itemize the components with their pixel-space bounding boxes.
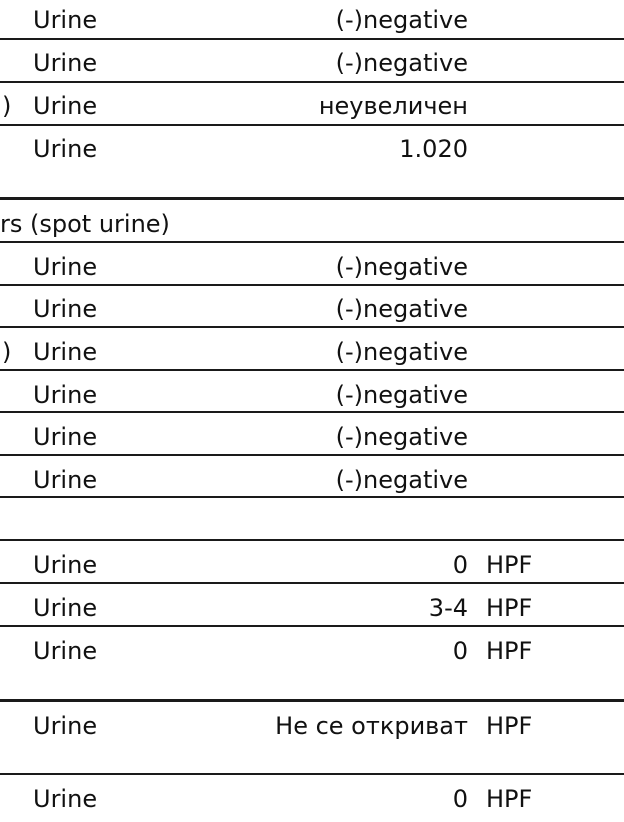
table-row <box>0 779 624 822</box>
row-divider <box>0 625 624 627</box>
table-row <box>0 43 624 86</box>
row-divider <box>0 124 624 126</box>
specimen-cell: Urine <box>33 785 98 813</box>
unit-cell: HPF <box>486 785 533 813</box>
specimen-cell: Urine <box>33 712 98 740</box>
row-divider <box>0 38 624 40</box>
result-cell: (-)negative <box>335 381 468 409</box>
result-cell: (-)negative <box>335 49 468 77</box>
section-divider <box>0 539 624 541</box>
specimen-cell: Urine <box>33 92 98 120</box>
section-divider <box>0 773 624 775</box>
result-cell: Не се откриват <box>275 712 468 740</box>
result-cell: неувеличен <box>318 92 468 120</box>
unit-cell: HPF <box>486 637 533 665</box>
specimen-cell: Urine <box>33 295 98 323</box>
unit-cell: HPF <box>486 594 533 622</box>
row-divider <box>0 326 624 328</box>
table-row <box>0 86 624 129</box>
result-cell: 0 <box>452 637 468 665</box>
specimen-cell: Urine <box>33 381 98 409</box>
row-divider <box>0 496 624 498</box>
specimen-cell: Urine <box>33 423 98 451</box>
result-cell: (-)negative <box>335 338 468 366</box>
row-divider <box>0 81 624 83</box>
specimen-cell: Urine <box>33 594 98 622</box>
specimen-cell: Urine <box>33 6 98 34</box>
result-cell: 0 <box>452 785 468 813</box>
row-divider <box>0 454 624 456</box>
unit-cell: HPF <box>486 712 533 740</box>
specimen-cell: Urine <box>33 135 98 163</box>
row-prefix: ) <box>2 338 12 366</box>
specimen-cell: Urine <box>33 49 98 77</box>
table-row <box>0 129 624 172</box>
row-prefix: ) <box>2 92 12 120</box>
row-divider <box>0 241 624 243</box>
unit-cell: HPF <box>486 551 533 579</box>
result-cell: 0 <box>452 551 468 579</box>
result-cell: (-)negative <box>335 423 468 451</box>
section-title: rs (spot urine) <box>0 210 170 238</box>
specimen-cell: Urine <box>33 253 98 281</box>
row-divider <box>0 284 624 286</box>
table-row <box>0 706 624 749</box>
row-divider <box>0 369 624 371</box>
result-cell: 3-4 <box>428 594 468 622</box>
section-divider <box>0 699 624 702</box>
result-cell: (-)negative <box>335 253 468 281</box>
row-divider <box>0 582 624 584</box>
specimen-cell: Urine <box>33 637 98 665</box>
specimen-cell: Urine <box>33 551 98 579</box>
row-divider <box>0 411 624 413</box>
specimen-cell: Urine <box>33 338 98 366</box>
result-cell: (-)negative <box>335 295 468 323</box>
specimen-cell: Urine <box>33 466 98 494</box>
result-cell: 1.020 <box>399 135 468 163</box>
result-cell: (-)negative <box>335 466 468 494</box>
table-row <box>0 0 624 43</box>
table-row <box>0 631 624 674</box>
result-cell: (-)negative <box>335 6 468 34</box>
section-divider <box>0 197 624 200</box>
